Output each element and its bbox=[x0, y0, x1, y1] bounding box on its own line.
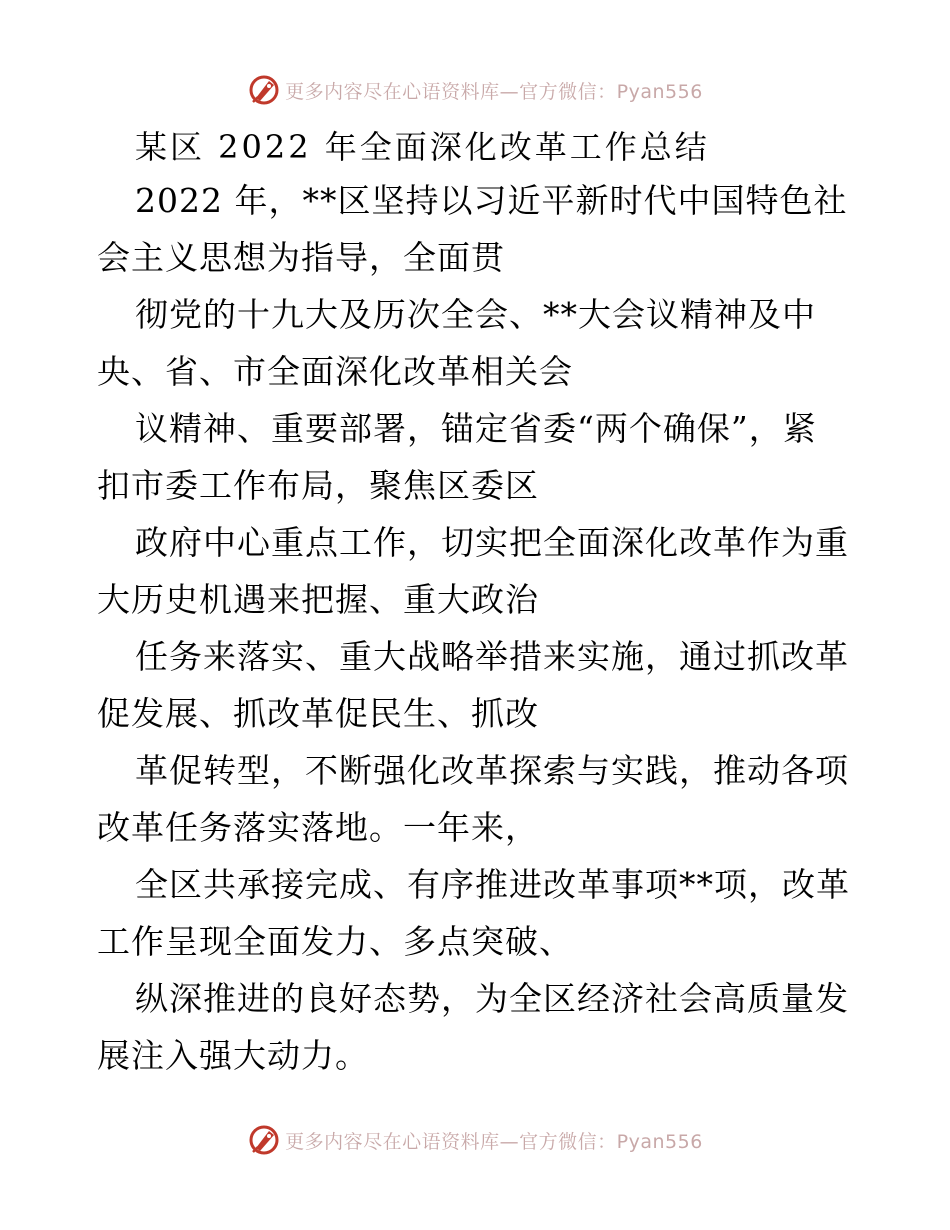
paragraph bbox=[97, 514, 857, 628]
paragraph-line: 扣市委工作布局，聚焦区委区 bbox=[97, 466, 539, 505]
paragraph bbox=[97, 970, 857, 1084]
paragraph-line: 任务来落实、重大战略举措来实施，通过抓改革 bbox=[135, 637, 849, 676]
paragraph bbox=[97, 742, 857, 856]
watermark-text: 更多内容尽在心语资料库—官方微信：Pyan556 bbox=[285, 1130, 703, 1153]
document-body bbox=[97, 122, 857, 1084]
paragraph-line: 大历史机遇来把握、重大政治 bbox=[97, 580, 539, 619]
paragraph-line: 促发展、抓改革促民生、抓改 bbox=[97, 694, 539, 733]
paragraph-line: 央、省、市全面深化改革相关会 bbox=[97, 352, 573, 391]
watermark-footer bbox=[0, 1120, 950, 1160]
watermark-text: 更多内容尽在心语资料库—官方微信：Pyan556 bbox=[285, 80, 703, 103]
paragraph-line: 工作呈现全面发力、多点突破、 bbox=[97, 922, 573, 961]
paragraph bbox=[97, 400, 857, 514]
paragraph-line: 会主义思想为指导，全面贯 bbox=[97, 238, 505, 277]
paragraph-line: 政府中心重点工作，切实把全面深化改革作为重 bbox=[135, 523, 849, 562]
paragraph-line: 彻党的十九大及历次全会、**大会议精神及中 bbox=[135, 295, 816, 334]
paragraph bbox=[97, 286, 857, 400]
pen-nib-logo-icon bbox=[247, 73, 281, 107]
paragraph-line: 2022 年，**区坚持以习近平新时代中国特色社 bbox=[135, 181, 848, 220]
pen-nib-logo-icon bbox=[247, 1123, 281, 1157]
paragraph-line: 全区共承接完成、有序推进改革事项**项，改革 bbox=[135, 865, 850, 904]
paragraph bbox=[97, 856, 857, 970]
paragraph bbox=[97, 628, 857, 742]
paragraph-line: 革促转型，不断强化改革探索与实践，推动各项 bbox=[135, 751, 849, 790]
paragraph-line: 议精神、重要部署，锚定省委“两个确保”，紧 bbox=[135, 409, 817, 448]
paragraph-line: 改革任务落实落地。一年来， bbox=[97, 808, 539, 847]
watermark-header bbox=[0, 70, 950, 110]
document-title: 某区 2022 年全面深化改革工作总结 bbox=[135, 128, 710, 166]
paragraph-list bbox=[97, 172, 857, 1084]
paragraph-line: 纵深推进的良好态势，为全区经济社会高质量发 bbox=[135, 979, 849, 1018]
paragraph bbox=[97, 172, 857, 286]
paragraph-line: 展注入强大动力。 bbox=[97, 1036, 369, 1075]
